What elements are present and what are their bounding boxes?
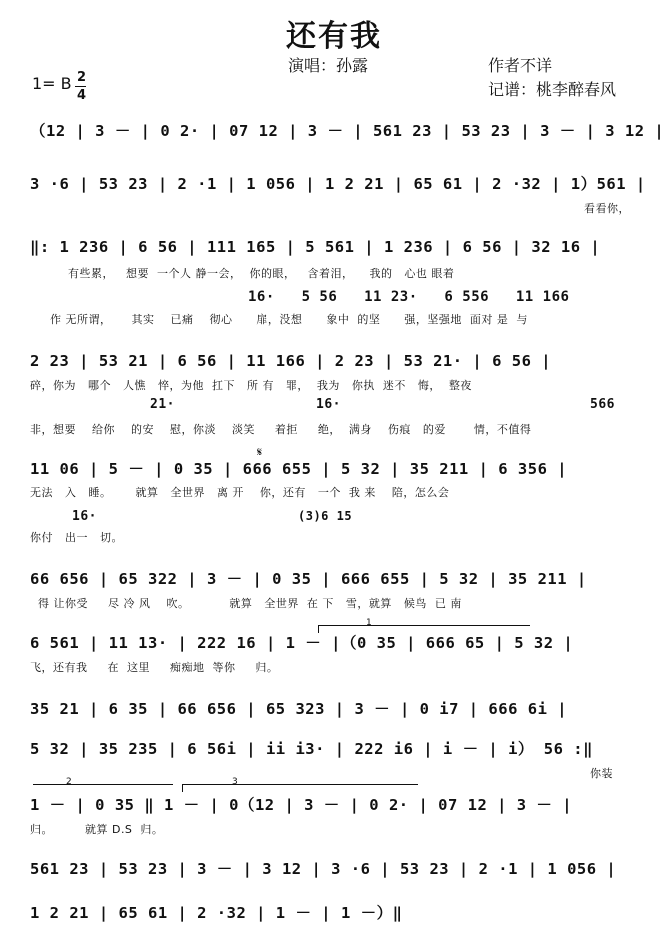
score-row-4-alt-2: 16· — [316, 397, 341, 412]
volta-bracket-3-edge — [182, 784, 183, 792]
score-row-10: 1 － | 0 35 ‖ 1 － | 0（12 | 3 － | 0 2· | 07 12 | 3 － | — [30, 796, 573, 814]
score-row-12: 1 2 21 | 65 61 | 2 ·32 | 1 － | 1 －）‖ — [30, 904, 403, 922]
lyric-row-10: 归。 就算 D.S 归。 — [30, 823, 164, 836]
time-signature-bar — [75, 86, 86, 87]
lyric-row-4-alt: 非，想要 给你 的安 慰，你淡 淡笑 着拒 绝， 满身 伤痕 的爱 情，不值得 — [30, 423, 532, 436]
lyric-row-3: 有些累， 想要 一个人 静一会， 你的眼， 含着泪， 我的 心也 眼着 — [68, 267, 455, 280]
score-row-1: （12 | 3 － | 0 2· | 07 12 | 3 － | 561 23 | 53 23 | 3 － | 3 12 | — [30, 122, 665, 140]
volta-bracket-2 — [33, 784, 173, 785]
key-signature: 1= B — [32, 74, 72, 93]
volta-bracket-3 — [182, 784, 418, 785]
volta-bracket-1 — [318, 625, 530, 626]
score-row-7: 6 561 | 11 13· | 222 16 | 1 － |（0 35 | 666 65 | 5 32 | — [30, 634, 574, 652]
time-signature-bottom: 4 — [77, 88, 87, 103]
lyric-row-4: 碎，你为 哪个 人憔 悴，为他 扛下 所 有 罪， 我为 你执 迷不 悔， 整夜 — [30, 379, 472, 392]
lyric-row-3-alt: 作 无所谓， 其实 已痛 彻心 扉，没想 象中 的坚 强，坚强地 面对 是 与 — [50, 313, 528, 326]
volta-number-3: 3 — [232, 777, 238, 787]
segno-sign: 𝄋 — [257, 445, 263, 459]
score-row-5-alt-2: (3)6 15 — [298, 509, 353, 523]
singer-credit: 演唱：孙露 — [288, 56, 369, 75]
lyric-row-5-alt: 你付 出一 切。 — [30, 531, 123, 544]
song-title: 还有我 — [286, 19, 382, 54]
score-row-4-alt-1: 21· — [150, 397, 175, 412]
lyric-row-2: 看看你， — [584, 202, 630, 215]
lyric-row-9: 你装 — [590, 767, 613, 780]
score-row-4: 2 23 | 53 21 | 6 56 | 11 166 | 2 23 | 53 21· | 6 56 | — [30, 352, 552, 370]
score-row-3: ‖: 1 236 | 6 56 | 111 165 | 5 561 | 1 236 | 6 56 | 32 16 | — [30, 238, 601, 256]
lyric-row-7: 飞，还有我 在 这里 痴痴地 等你 归。 — [30, 661, 279, 674]
lyric-row-6: 得 让你受 尽 冷 风 吹。 就算 全世界 在 下 雪，就算 候鸟 已 南 — [38, 597, 462, 610]
score-row-4-alt-3: 566 — [590, 397, 615, 412]
lyric-row-5: 无法 入 睡。 就算 全世界 离 开 你，还有 一个 我 来 陪，怎么会 — [30, 486, 450, 499]
score-row-3-alt: 16· 5 56 11 23· 6 556 11 166 — [248, 289, 570, 305]
time-signature-top: 2 — [77, 70, 87, 85]
volta-bracket-1-edge — [318, 625, 319, 633]
volta-number-1: 1 — [366, 618, 372, 628]
score-row-9: 5 32 | 35 235 | 6 56i | ii i3· | 222 i6 | i － | i） 56 :‖ — [30, 740, 593, 758]
transcriber-credit: 记谱：桃李醉春风 — [488, 80, 617, 99]
score-row-2: 3 ·6 | 53 23 | 2 ·1 | 1 056 | 1 2 21 | 65 61 | 2 ·32 | 1）561 | — [30, 175, 646, 193]
score-row-11: 561 23 | 53 23 | 3 － | 3 12 | 3 ·6 | 53 23 | 2 ·1 | 1 056 | — [30, 860, 617, 878]
score-row-6: 66 656 | 65 322 | 3 － | 0 35 | 666 655 | 5 32 | 35 211 | — [30, 570, 587, 588]
score-row-5: 11 06 | 5 － | 0 35 | 666 655 | 5 32 | 35 211 | 6 356 | — [30, 460, 568, 478]
volta-number-2: 2 — [66, 777, 72, 787]
composer-credit: 作者不详 — [488, 56, 553, 75]
score-row-8: 35 21 | 6 35 | 66 656 | 65 323 | 3 － | 0 i7 | 666 6i | — [30, 700, 568, 718]
score-row-5-alt: 16· — [72, 509, 97, 524]
